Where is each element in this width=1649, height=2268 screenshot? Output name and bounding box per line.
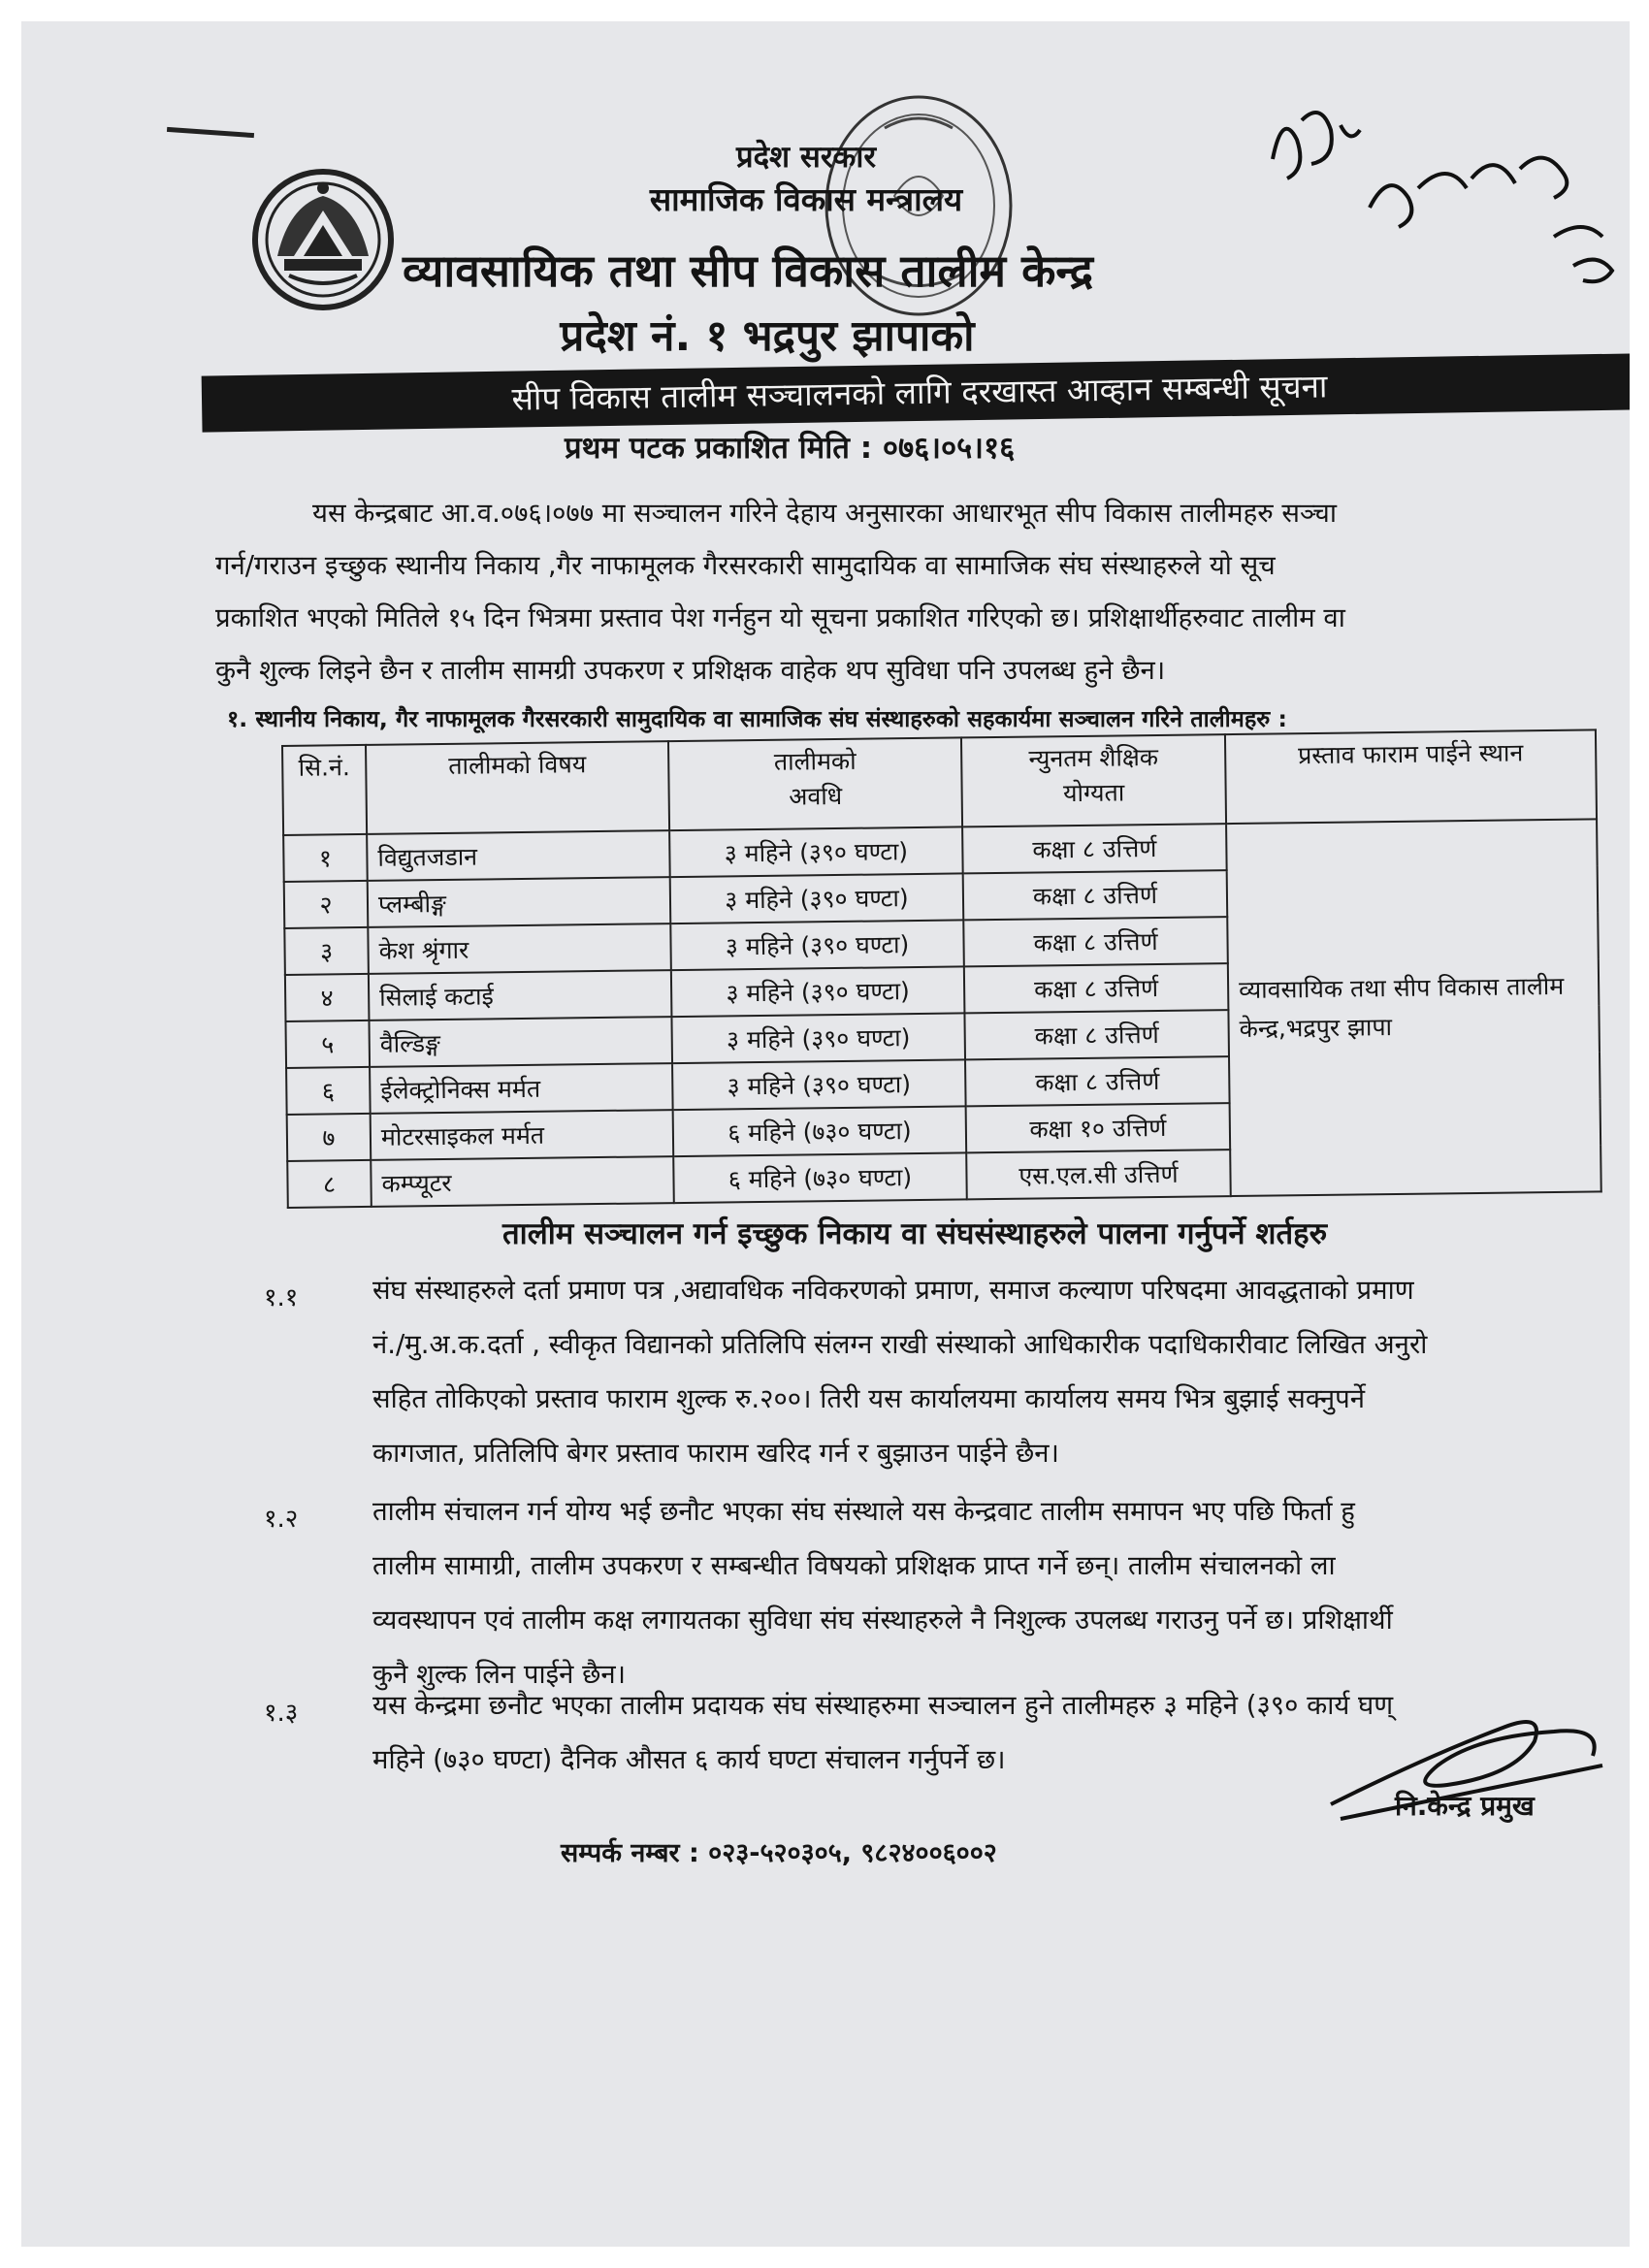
header-qualification — [961, 734, 1226, 826]
row-duration: ६ महिने (७३० घण्टा) — [673, 1106, 967, 1156]
condition-line: व्यवस्थापन एवं तालीम कक्ष लगायतका सुविधा संघ संस्थाहरुले नै निशुल्क उपलब्ध गराउनु पर्ने छ। प्रशिक्षार्थी — [372, 1604, 1393, 1636]
header-sn: सि.नं. — [282, 745, 367, 835]
header-duration — [668, 737, 962, 830]
contact-number: सम्पर्क नम्बर : ०२३-५२०३०५, ९८२४००६००२ — [561, 1838, 997, 1868]
intro-paragraph — [215, 487, 1620, 697]
condition-line: सहित तोकिएको प्रस्ताव फाराम शुल्क रु.२००। तिरी यस कार्यालयमा कार्यालय समय भित्र बुझाई सक्नुपर्ने — [372, 1383, 1366, 1414]
row-duration: ३ महिने (३९० घण्टा) — [671, 1013, 965, 1063]
row-qualification: कक्षा ८ उत्तिर्ण — [963, 917, 1228, 966]
condition-line: संघ संस्थाहरुले दर्ता प्रमाण पत्र ,अद्यावधिक नविकरणको प्रमाण, समाज कल्याण परिषदमा आवद्धताको प्रमाण — [372, 1275, 1414, 1306]
row-place: व्यावसायिक तथा सीप विकास तालीम केन्द्र,भद्रपुर झापा — [1226, 819, 1601, 1196]
header-line-1: प्रदेश सरकार — [735, 140, 877, 175]
row-qualification: कक्षा ८ उत्तिर्ण — [964, 1010, 1229, 1059]
row-sn: ३ — [284, 927, 369, 975]
row-sn: ५ — [285, 1021, 370, 1068]
header-office: व्यावसायिक तथा सीप विकास तालीम केन्द्र — [402, 244, 1094, 297]
row-subject: कम्प्यूटर — [371, 1156, 674, 1207]
header-duration-line: तालीमको — [773, 746, 857, 776]
condition-item — [264, 1484, 1630, 1701]
condition-line: नं./मु.अ.क.दर्ता , स्वीकृत विद्यानको प्रतिलिपि संलग्न राखी संस्थाको आधिकारीक पदाधिकारीवाट लिखित अनुरो — [372, 1329, 1428, 1360]
condition-item — [264, 1263, 1630, 1480]
row-qualification: कक्षा ८ उत्तिर्ण — [964, 963, 1229, 1013]
row-duration: ६ महिने (७३० घण्टा) — [673, 1152, 967, 1203]
row-qualification: कक्षा ८ उत्तिर्ण — [962, 824, 1227, 873]
condition-line: तालीम सामाग्री, तालीम उपकरण र सम्बन्धीत विषयको प्रशिक्षक प्राप्त गर्ने छन्। तालीम संचालनको ला — [372, 1550, 1336, 1581]
header-subject: तालीमको विषय — [366, 741, 669, 834]
condition-line: यस केन्द्रमा छनौट भएका तालीम प्रदायक संघ संस्थाहरुमा सञ्चालन हुने तालीमहरु ३ महिने (३९० कार्य घण् — [372, 1690, 1394, 1721]
row-qualification: कक्षा १० उत्तिर्ण — [966, 1103, 1231, 1152]
condition-number: १.१ — [264, 1283, 299, 1312]
row-duration: ३ महिने (३९० घण्टा) — [672, 1059, 966, 1110]
row-qualification: कक्षा ८ उत्तिर्ण — [965, 1056, 1230, 1106]
row-duration: ३ महिने (३९० घण्टा) — [669, 826, 963, 877]
row-subject: प्लम्बीङ्ग — [368, 877, 671, 927]
intro-line: प्रकाशित भएको मितिले १५ दिन भित्रमा प्रस्ताव पेश गर्नहुन यो सूचना प्रकाशित गरिएको छ। प्रशिक्षार्थीहरुवाट तालीम वा — [215, 602, 1345, 633]
row-subject: ईलेक्ट्रोनिक्स मर्मत — [370, 1063, 673, 1114]
row-subject: सिलाई कटाई — [369, 970, 672, 1021]
training-table — [281, 729, 1602, 1209]
row-sn: ४ — [285, 974, 370, 1021]
document-page — [21, 21, 1630, 2247]
conditions-title: तालीम सञ्चालन गर्न इच्छुक निकाय वा संघसंस्थाहरुले पालना गर्नुपर्ने शर्तहरु — [502, 1216, 1328, 1251]
row-duration: ३ महिने (३९० घण्टा) — [670, 920, 964, 970]
row-subject: वैल्डिङ्ग — [369, 1017, 672, 1067]
condition-line: कागजात, प्रतिलिपि बेगर प्रस्ताव फाराम खरिद गर्न र बुझाउन पाईने छैन। — [372, 1438, 1059, 1469]
row-qualification: कक्षा ८ उत्तिर्ण — [963, 870, 1228, 920]
header-qualification-line: योग्यता — [1062, 778, 1125, 808]
notice-banner: सीप विकास तालीम सञ्चालनको लागि दरखास्त आव्हान सम्बन्धी सूचना — [202, 353, 1630, 432]
signature-label: नि.केन्द्र प्रमुख — [1395, 1790, 1535, 1822]
intro-line: यस केन्द्रबाट आ.व.०७६।०७७ मा सञ्चालन गरिने देहाय अनुसारका आधारभूत सीप विकास तालीमहरु सञ्चा — [312, 498, 1337, 529]
condition-number: १.३ — [264, 1699, 299, 1728]
row-subject: केश श्रृंगार — [368, 923, 671, 974]
intro-line: गर्न/गराउन इच्छुक स्थानीय निकाय ,गैर नाफामूलक गैरसरकारी सामुदायिक वा सामाजिक संघ संस्थाहरुले यो सूच — [215, 550, 1276, 581]
header-location: प्रदेश नं. १ भद्रपुर झापाको — [560, 311, 975, 361]
row-qualification: एस.एल.सी उत्तिर्ण — [966, 1150, 1231, 1199]
row-sn: २ — [284, 881, 369, 928]
section-1-title: १. स्थानीय निकाय, गैर नाफामूलक गैरसरकारी सामुदायिक वा सामाजिक संघ संस्थाहरुको सहकार्यमा सञ्चालन गरिने तालीमहरु : — [227, 705, 1287, 732]
header-ministry: सामाजिक विकास मन्त्रालय — [649, 180, 963, 218]
intro-line: कुनै शुल्क लिइने छैन र तालीम सामग्री उपकरण र प्रशिक्षक वाहेक थप सुविधा पनि उपलब्ध हुने छैन। — [215, 655, 1166, 686]
condition-line: महिने (७३० घण्टा) दैनिक औसत ६ कार्य घण्टा संचालन गर्नुपर्ने छ। — [372, 1744, 1006, 1775]
row-sn: ६ — [286, 1067, 371, 1115]
row-subject: मोटरसाइकल मर्मत — [371, 1110, 674, 1160]
condition-line: तालीम संचालन गर्न योग्य भई छनौट भएका संघ संस्थाले यस केन्द्रवाट तालीम समापन भए पछि फिर्ता हु — [372, 1496, 1355, 1527]
header-qualification-line: न्युनतम शैक्षिक — [1028, 742, 1159, 773]
row-duration: ३ महिने (३९० घण्टा) — [671, 966, 965, 1017]
condition-number: १.२ — [264, 1505, 299, 1534]
row-duration: ३ महिने (३९० घण्टा) — [670, 873, 964, 923]
row-sn: ७ — [287, 1114, 372, 1161]
publication-date: प्रथम पटक प्रकाशित मिति : ०७६।०५।१६ — [565, 431, 1016, 466]
row-subject: विद्युतजडान — [367, 830, 670, 881]
row-sn: १ — [283, 834, 368, 882]
table-header-row — [282, 729, 1597, 835]
row-sn: ८ — [287, 1160, 372, 1208]
header-place: प्रस्ताव फाराम पाईने स्थान — [1225, 729, 1597, 824]
header-duration-line: अवधि — [789, 781, 843, 811]
condition-line: कुनै शुल्क लिन पाईने छैन। — [372, 1659, 627, 1690]
